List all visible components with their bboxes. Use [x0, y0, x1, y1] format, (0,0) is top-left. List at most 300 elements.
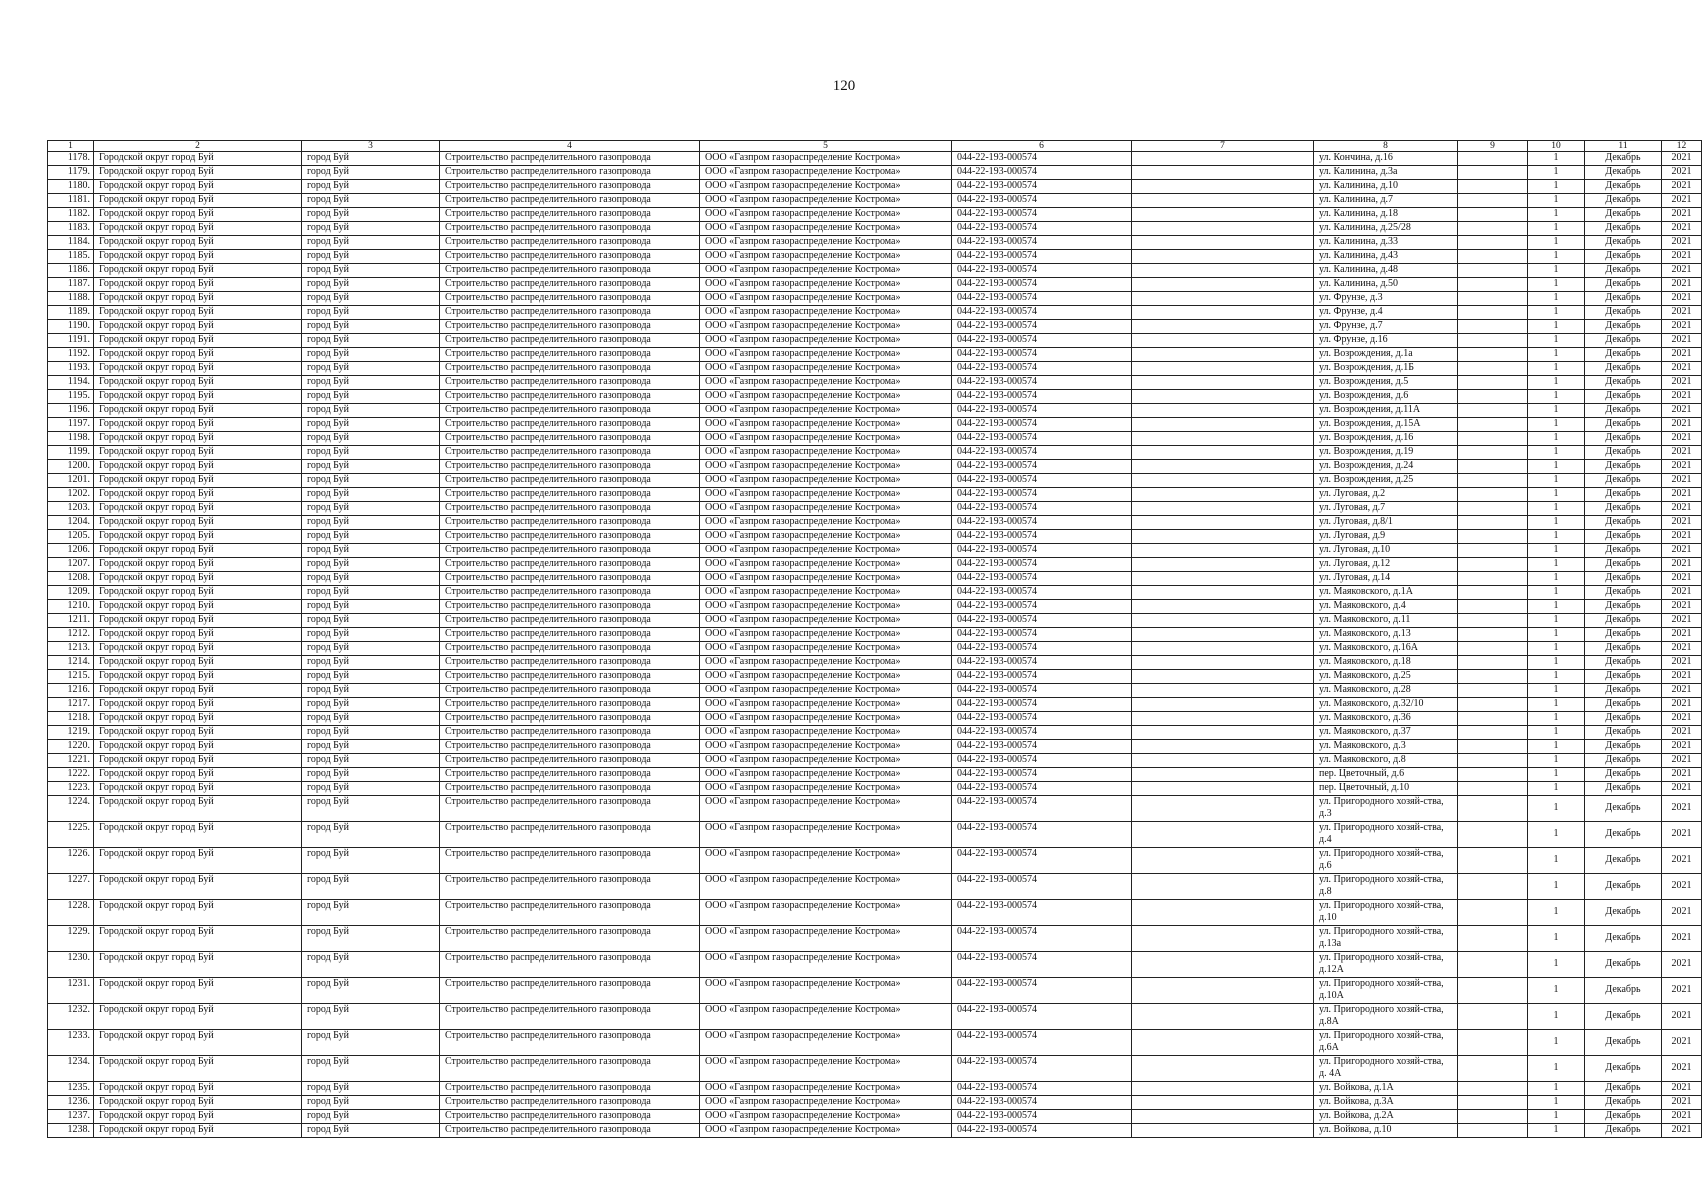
row-number-cell: 1233.	[48, 1030, 94, 1056]
table-row	[48, 1004, 1702, 1030]
district-cell: Городской округ город Буй	[94, 978, 302, 1004]
empty-cell	[1458, 488, 1528, 502]
quantity-cell: 1	[1528, 926, 1585, 952]
work-type-cell: Строительство распределительного газопровода	[440, 320, 700, 334]
empty-cell	[1132, 376, 1314, 390]
year-cell: 2021	[1662, 166, 1702, 180]
district-cell: Городской округ город Буй	[94, 1030, 302, 1056]
row-number-cell: 1188.	[48, 292, 94, 306]
table-row	[48, 712, 1702, 726]
address-cell: ул. Фрунзе, д.7	[1314, 320, 1458, 334]
table-row	[48, 264, 1702, 278]
district-cell: Городской округ город Буй	[94, 712, 302, 726]
work-type-cell: Строительство распределительного газопровода	[440, 376, 700, 390]
settlement-cell: город Буй	[302, 1082, 440, 1096]
empty-cell	[1132, 1004, 1314, 1030]
month-cell: Декабрь	[1585, 530, 1662, 544]
address-cell: ул. Возрождения, д.1а	[1314, 348, 1458, 362]
settlement-cell: город Буй	[302, 334, 440, 348]
work-type-cell: Строительство распределительного газопровода	[440, 712, 700, 726]
code-cell: 044-22-193-000574	[952, 1124, 1132, 1138]
district-cell: Городской округ город Буй	[94, 952, 302, 978]
table-row	[48, 446, 1702, 460]
quantity-cell: 1	[1528, 642, 1585, 656]
empty-cell	[1458, 222, 1528, 236]
quantity-cell: 1	[1528, 572, 1585, 586]
empty-cell	[1132, 874, 1314, 900]
month-cell: Декабрь	[1585, 900, 1662, 926]
month-cell: Декабрь	[1585, 1110, 1662, 1124]
year-cell: 2021	[1662, 822, 1702, 848]
table-row	[48, 656, 1702, 670]
table-row	[48, 194, 1702, 208]
row-number-cell: 1222.	[48, 768, 94, 782]
year-cell: 2021	[1662, 558, 1702, 572]
year-cell: 2021	[1662, 236, 1702, 250]
company-cell: ООО «Газпром газораспределение Кострома»	[700, 152, 952, 166]
empty-cell	[1458, 264, 1528, 278]
row-number-cell: 1215.	[48, 670, 94, 684]
address-cell: ул. Маяковского, д.13	[1314, 628, 1458, 642]
district-cell: Городской округ город Буй	[94, 1004, 302, 1030]
empty-cell	[1132, 222, 1314, 236]
settlement-cell: город Буй	[302, 250, 440, 264]
table-row	[48, 390, 1702, 404]
district-cell: Городской округ город Буй	[94, 698, 302, 712]
table-row	[48, 460, 1702, 474]
company-cell: ООО «Газпром газораспределение Кострома»	[700, 208, 952, 222]
work-type-cell: Строительство распределительного газопровода	[440, 558, 700, 572]
address-cell: ул. Маяковского, д.1А	[1314, 586, 1458, 600]
address-cell: ул. Маяковского, д.25	[1314, 670, 1458, 684]
row-number-cell: 1201.	[48, 474, 94, 488]
row-number-cell: 1218.	[48, 712, 94, 726]
address-cell: ул. Калинина, д.3а	[1314, 166, 1458, 180]
quantity-cell: 1	[1528, 740, 1585, 754]
year-cell: 2021	[1662, 768, 1702, 782]
work-type-cell: Строительство распределительного газопровода	[440, 1124, 700, 1138]
settlement-cell: город Буй	[302, 460, 440, 474]
code-cell: 044-22-193-000574	[952, 544, 1132, 558]
work-type-cell: Строительство распределительного газопровода	[440, 726, 700, 740]
company-cell: ООО «Газпром газораспределение Кострома»	[700, 194, 952, 208]
year-cell: 2021	[1662, 362, 1702, 376]
settlement-cell: город Буй	[302, 362, 440, 376]
company-cell: ООО «Газпром газораспределение Кострома»	[700, 446, 952, 460]
quantity-cell: 1	[1528, 1124, 1585, 1138]
code-cell: 044-22-193-000574	[952, 460, 1132, 474]
empty-cell	[1458, 180, 1528, 194]
settlement-cell: город Буй	[302, 572, 440, 586]
empty-cell	[1132, 698, 1314, 712]
empty-cell	[1458, 166, 1528, 180]
table-row	[48, 502, 1702, 516]
code-cell: 044-22-193-000574	[952, 306, 1132, 320]
district-cell: Городской округ город Буй	[94, 768, 302, 782]
quantity-cell: 1	[1528, 292, 1585, 306]
row-number-cell: 1229.	[48, 926, 94, 952]
quantity-cell: 1	[1528, 474, 1585, 488]
district-cell: Городской округ город Буй	[94, 376, 302, 390]
company-cell: ООО «Газпром газораспределение Кострома»	[700, 222, 952, 236]
district-cell: Городской округ город Буй	[94, 782, 302, 796]
empty-cell	[1458, 952, 1528, 978]
row-number-cell: 1207.	[48, 558, 94, 572]
company-cell: ООО «Газпром газораспределение Кострома»	[700, 614, 952, 628]
work-type-cell: Строительство распределительного газопровода	[440, 194, 700, 208]
district-cell: Городской округ город Буй	[94, 432, 302, 446]
district-cell: Городской округ город Буй	[94, 222, 302, 236]
district-cell: Городской округ город Буй	[94, 152, 302, 166]
table-row	[48, 586, 1702, 600]
district-cell: Городской округ город Буй	[94, 390, 302, 404]
work-type-cell: Строительство распределительного газопровода	[440, 152, 700, 166]
year-cell: 2021	[1662, 516, 1702, 530]
empty-cell	[1458, 768, 1528, 782]
table-row	[48, 848, 1702, 874]
address-cell: ул. Фрунзе, д.4	[1314, 306, 1458, 320]
month-cell: Декабрь	[1585, 642, 1662, 656]
column-header-5: 5	[700, 141, 952, 152]
empty-cell	[1132, 656, 1314, 670]
quantity-cell: 1	[1528, 530, 1585, 544]
empty-cell	[1458, 684, 1528, 698]
table-row	[48, 572, 1702, 586]
address-cell: ул. Пригородного хозяй-ства, д.10А	[1314, 978, 1458, 1004]
district-cell: Городской округ город Буй	[94, 670, 302, 684]
row-number-cell: 1227.	[48, 874, 94, 900]
code-cell: 044-22-193-000574	[952, 334, 1132, 348]
work-type-cell: Строительство распределительного газопровода	[440, 306, 700, 320]
table-row	[48, 474, 1702, 488]
month-cell: Декабрь	[1585, 874, 1662, 900]
empty-cell	[1132, 684, 1314, 698]
month-cell: Декабрь	[1585, 362, 1662, 376]
row-number-cell: 1204.	[48, 516, 94, 530]
empty-cell	[1458, 152, 1528, 166]
row-number-cell: 1225.	[48, 822, 94, 848]
settlement-cell: город Буй	[302, 740, 440, 754]
company-cell: ООО «Газпром газораспределение Кострома»	[700, 250, 952, 264]
work-type-cell: Строительство распределительного газопровода	[440, 334, 700, 348]
row-number-cell: 1186.	[48, 264, 94, 278]
code-cell: 044-22-193-000574	[952, 768, 1132, 782]
year-cell: 2021	[1662, 628, 1702, 642]
quantity-cell: 1	[1528, 348, 1585, 362]
month-cell: Декабрь	[1585, 670, 1662, 684]
settlement-cell: город Буй	[302, 278, 440, 292]
empty-cell	[1132, 740, 1314, 754]
empty-cell	[1132, 712, 1314, 726]
year-cell: 2021	[1662, 656, 1702, 670]
code-cell: 044-22-193-000574	[952, 586, 1132, 600]
address-cell: ул. Калинина, д.33	[1314, 236, 1458, 250]
empty-cell	[1458, 432, 1528, 446]
code-cell: 044-22-193-000574	[952, 740, 1132, 754]
row-number-cell: 1217.	[48, 698, 94, 712]
row-number-cell: 1206.	[48, 544, 94, 558]
quantity-cell: 1	[1528, 1082, 1585, 1096]
table-row	[48, 822, 1702, 848]
month-cell: Декабрь	[1585, 404, 1662, 418]
empty-cell	[1132, 194, 1314, 208]
empty-cell	[1132, 726, 1314, 740]
row-number-cell: 1213.	[48, 642, 94, 656]
company-cell: ООО «Газпром газораспределение Кострома»	[700, 656, 952, 670]
company-cell: ООО «Газпром газораспределение Кострома»	[700, 320, 952, 334]
code-cell: 044-22-193-000574	[952, 502, 1132, 516]
row-number-cell: 1184.	[48, 236, 94, 250]
work-type-cell: Строительство распределительного газопровода	[440, 222, 700, 236]
year-cell: 2021	[1662, 348, 1702, 362]
district-cell: Городской округ город Буй	[94, 208, 302, 222]
district-cell: Городской округ город Буй	[94, 600, 302, 614]
work-type-cell: Строительство распределительного газопровода	[440, 796, 700, 822]
company-cell: ООО «Газпром газораспределение Кострома»	[700, 952, 952, 978]
empty-cell	[1458, 572, 1528, 586]
year-cell: 2021	[1662, 222, 1702, 236]
address-cell: ул. Калинина, д.50	[1314, 278, 1458, 292]
work-type-cell: Строительство распределительного газопровода	[440, 628, 700, 642]
settlement-cell: город Буй	[302, 1096, 440, 1110]
table-row	[48, 952, 1702, 978]
empty-cell	[1132, 926, 1314, 952]
work-type-cell: Строительство распределительного газопровода	[440, 460, 700, 474]
district-cell: Городской округ город Буй	[94, 754, 302, 768]
year-cell: 2021	[1662, 334, 1702, 348]
address-cell: ул. Возрождения, д.16	[1314, 432, 1458, 446]
district-cell: Городской округ город Буй	[94, 822, 302, 848]
district-cell: Городской округ город Буй	[94, 656, 302, 670]
company-cell: ООО «Газпром газораспределение Кострома»	[700, 712, 952, 726]
table-row	[48, 544, 1702, 558]
empty-cell	[1132, 278, 1314, 292]
row-number-cell: 1199.	[48, 446, 94, 460]
column-header-11: 11	[1585, 141, 1662, 152]
code-cell: 044-22-193-000574	[952, 194, 1132, 208]
empty-cell	[1132, 1030, 1314, 1056]
table-row	[48, 670, 1702, 684]
settlement-cell: город Буй	[302, 614, 440, 628]
address-cell: ул. Возрождения, д.6	[1314, 390, 1458, 404]
address-cell: ул. Луговая, д.14	[1314, 572, 1458, 586]
year-cell: 2021	[1662, 926, 1702, 952]
address-cell: ул. Возрождения, д.25	[1314, 474, 1458, 488]
empty-cell	[1458, 348, 1528, 362]
district-cell: Городской округ город Буй	[94, 1124, 302, 1138]
row-number-cell: 1223.	[48, 782, 94, 796]
year-cell: 2021	[1662, 530, 1702, 544]
code-cell: 044-22-193-000574	[952, 656, 1132, 670]
code-cell: 044-22-193-000574	[952, 404, 1132, 418]
empty-cell	[1458, 1056, 1528, 1082]
month-cell: Декабрь	[1585, 264, 1662, 278]
table-row	[48, 768, 1702, 782]
table-row	[48, 782, 1702, 796]
company-cell: ООО «Газпром газораспределение Кострома»	[700, 418, 952, 432]
year-cell: 2021	[1662, 474, 1702, 488]
month-cell: Декабрь	[1585, 194, 1662, 208]
work-type-cell: Строительство распределительного газопровода	[440, 614, 700, 628]
address-cell: пер. Цветочный, д.10	[1314, 782, 1458, 796]
company-cell: ООО «Газпром газораспределение Кострома»	[700, 292, 952, 306]
month-cell: Декабрь	[1585, 348, 1662, 362]
company-cell: ООО «Газпром газораспределение Кострома»	[700, 1030, 952, 1056]
code-cell: 044-22-193-000574	[952, 376, 1132, 390]
month-cell: Декабрь	[1585, 1124, 1662, 1138]
month-cell: Декабрь	[1585, 586, 1662, 600]
table-row	[48, 320, 1702, 334]
month-cell: Декабрь	[1585, 848, 1662, 874]
company-cell: ООО «Газпром газораспределение Кострома»	[700, 236, 952, 250]
settlement-cell: город Буй	[302, 1004, 440, 1030]
year-cell: 2021	[1662, 432, 1702, 446]
empty-cell	[1132, 530, 1314, 544]
empty-cell	[1132, 586, 1314, 600]
empty-cell	[1458, 292, 1528, 306]
district-cell: Городской округ город Буй	[94, 180, 302, 194]
work-type-cell: Строительство распределительного газопровода	[440, 348, 700, 362]
empty-cell	[1458, 600, 1528, 614]
quantity-cell: 1	[1528, 390, 1585, 404]
settlement-cell: город Буй	[302, 600, 440, 614]
month-cell: Декабрь	[1585, 390, 1662, 404]
company-cell: ООО «Газпром газораспределение Кострома»	[700, 642, 952, 656]
quantity-cell: 1	[1528, 628, 1585, 642]
district-cell: Городской округ город Буй	[94, 614, 302, 628]
year-cell: 2021	[1662, 264, 1702, 278]
month-cell: Декабрь	[1585, 822, 1662, 848]
settlement-cell: город Буй	[302, 320, 440, 334]
district-cell: Городской округ город Буй	[94, 558, 302, 572]
settlement-cell: город Буй	[302, 1110, 440, 1124]
year-cell: 2021	[1662, 418, 1702, 432]
empty-cell	[1132, 264, 1314, 278]
register-table	[47, 140, 1702, 1138]
year-cell: 2021	[1662, 848, 1702, 874]
district-cell: Городской округ город Буй	[94, 900, 302, 926]
code-cell: 044-22-193-000574	[952, 488, 1132, 502]
empty-cell	[1132, 642, 1314, 656]
quantity-cell: 1	[1528, 194, 1585, 208]
address-cell: ул. Маяковского, д.16А	[1314, 642, 1458, 656]
table-row	[48, 642, 1702, 656]
empty-cell	[1132, 250, 1314, 264]
empty-cell	[1132, 614, 1314, 628]
code-cell: 044-22-193-000574	[952, 166, 1132, 180]
district-cell: Городской округ город Буй	[94, 926, 302, 952]
year-cell: 2021	[1662, 292, 1702, 306]
row-number-cell: 1224.	[48, 796, 94, 822]
settlement-cell: город Буй	[302, 516, 440, 530]
district-cell: Городской округ город Буй	[94, 320, 302, 334]
work-type-cell: Строительство распределительного газопровода	[440, 642, 700, 656]
quantity-cell: 1	[1528, 670, 1585, 684]
row-number-cell: 1193.	[48, 362, 94, 376]
address-cell: ул. Пригородного хозяй-ства, д.13а	[1314, 926, 1458, 952]
settlement-cell: город Буй	[302, 264, 440, 278]
quantity-cell: 1	[1528, 446, 1585, 460]
empty-cell	[1132, 404, 1314, 418]
month-cell: Декабрь	[1585, 278, 1662, 292]
company-cell: ООО «Газпром газораспределение Кострома»	[700, 684, 952, 698]
code-cell: 044-22-193-000574	[952, 900, 1132, 926]
work-type-cell: Строительство распределительного газопровода	[440, 404, 700, 418]
settlement-cell: город Буй	[302, 952, 440, 978]
settlement-cell: город Буй	[302, 754, 440, 768]
code-cell: 044-22-193-000574	[952, 180, 1132, 194]
year-cell: 2021	[1662, 152, 1702, 166]
table-row	[48, 614, 1702, 628]
row-number-cell: 1232.	[48, 1004, 94, 1030]
district-cell: Городской округ город Буй	[94, 1056, 302, 1082]
year-cell: 2021	[1662, 180, 1702, 194]
month-cell: Декабрь	[1585, 166, 1662, 180]
quantity-cell: 1	[1528, 334, 1585, 348]
work-type-cell: Строительство распределительного газопровода	[440, 822, 700, 848]
row-number-cell: 1194.	[48, 376, 94, 390]
row-number-cell: 1210.	[48, 600, 94, 614]
district-cell: Городской округ город Буй	[94, 194, 302, 208]
work-type-cell: Строительство распределительного газопровода	[440, 208, 700, 222]
row-number-cell: 1211.	[48, 614, 94, 628]
month-cell: Декабрь	[1585, 628, 1662, 642]
empty-cell	[1132, 516, 1314, 530]
month-cell: Декабрь	[1585, 726, 1662, 740]
empty-cell	[1458, 502, 1528, 516]
code-cell: 044-22-193-000574	[952, 684, 1132, 698]
settlement-cell: город Буй	[302, 796, 440, 822]
empty-cell	[1132, 180, 1314, 194]
year-cell: 2021	[1662, 600, 1702, 614]
address-cell: ул. Маяковского, д.36	[1314, 712, 1458, 726]
settlement-cell: город Буй	[302, 926, 440, 952]
year-cell: 2021	[1662, 404, 1702, 418]
empty-cell	[1458, 698, 1528, 712]
empty-cell	[1132, 768, 1314, 782]
empty-cell	[1132, 600, 1314, 614]
address-cell: ул. Луговая, д.9	[1314, 530, 1458, 544]
row-number-cell: 1235.	[48, 1082, 94, 1096]
column-header-7: 7	[1132, 141, 1314, 152]
company-cell: ООО «Газпром газораспределение Кострома»	[700, 264, 952, 278]
address-cell: ул. Маяковского, д.3	[1314, 740, 1458, 754]
code-cell: 044-22-193-000574	[952, 628, 1132, 642]
table-row	[48, 152, 1702, 166]
empty-cell	[1458, 1030, 1528, 1056]
work-type-cell: Строительство распределительного газопровода	[440, 278, 700, 292]
district-cell: Городской округ город Буй	[94, 848, 302, 874]
district-cell: Городской округ город Буй	[94, 544, 302, 558]
settlement-cell: город Буй	[302, 236, 440, 250]
settlement-cell: город Буй	[302, 782, 440, 796]
district-cell: Городской округ город Буй	[94, 1096, 302, 1110]
table-row	[48, 978, 1702, 1004]
work-type-cell: Строительство распределительного газопровода	[440, 670, 700, 684]
code-cell: 044-22-193-000574	[952, 530, 1132, 544]
settlement-cell: город Буй	[302, 684, 440, 698]
month-cell: Декабрь	[1585, 488, 1662, 502]
address-cell: ул. Возрождения, д.1Б	[1314, 362, 1458, 376]
company-cell: ООО «Газпром газораспределение Кострома»	[700, 460, 952, 474]
year-cell: 2021	[1662, 978, 1702, 1004]
month-cell: Декабрь	[1585, 782, 1662, 796]
code-cell: 044-22-193-000574	[952, 278, 1132, 292]
empty-cell	[1458, 712, 1528, 726]
work-type-cell: Строительство распределительного газопровода	[440, 1096, 700, 1110]
row-number-cell: 1220.	[48, 740, 94, 754]
settlement-cell: город Буй	[302, 1124, 440, 1138]
